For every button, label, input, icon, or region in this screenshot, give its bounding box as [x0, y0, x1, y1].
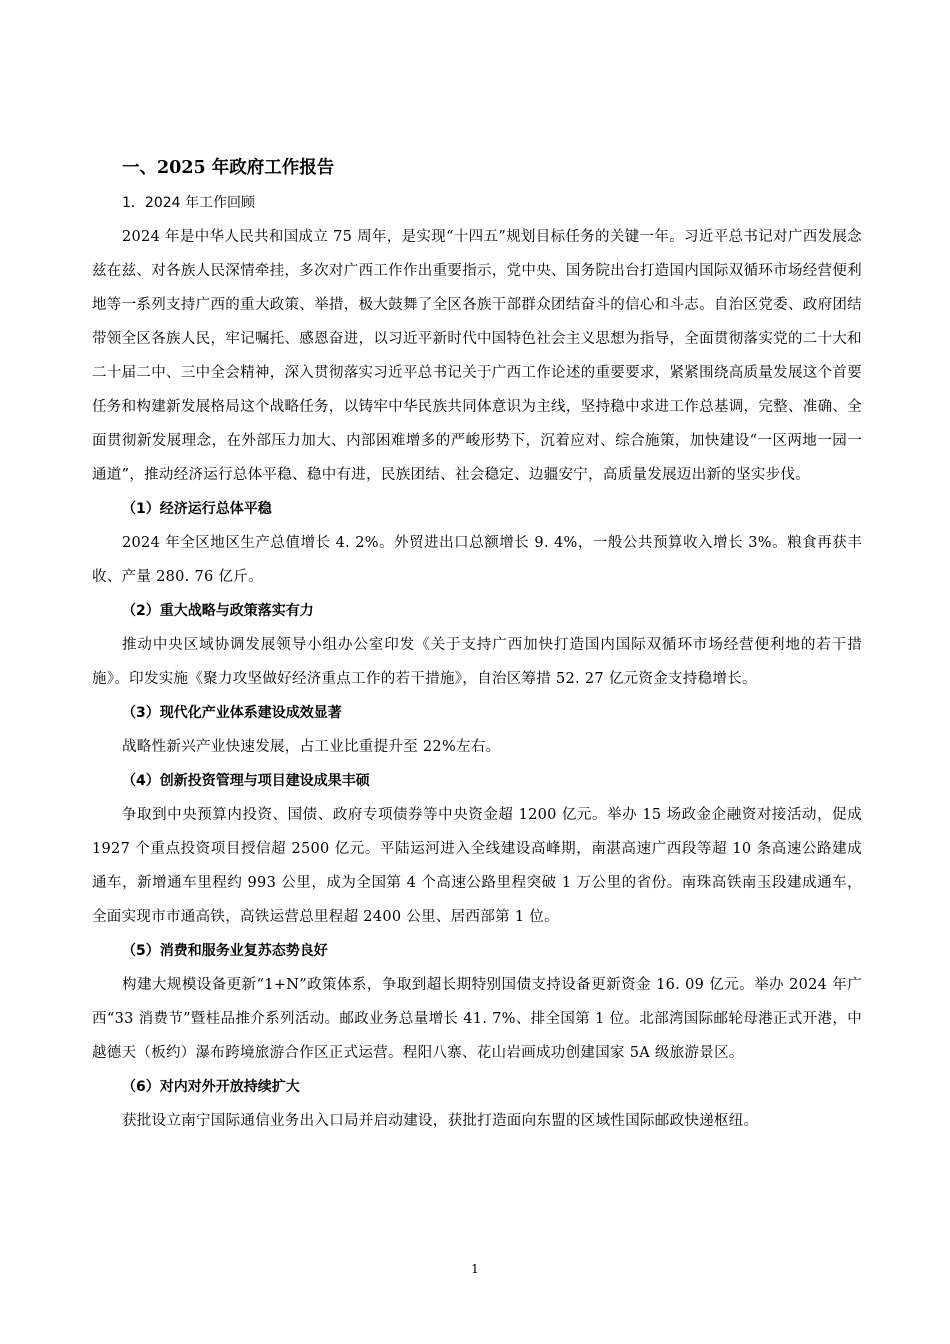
section-heading-investment: （4）创新投资管理与项目建设成果丰硕 — [122, 773, 370, 789]
section-body-consumption: 构建大规模设备更新“1+N”政策体系，争取到超长期特别国债支持设备更新资金 16. 09 亿元。举办 2024 年广西“33 消费节”暨桂品推介系列活动。邮政业务总量增长 41. 7%、排全国第 1 位。北部湾国际邮轮母港正式开港，中越德天（板约）瀑布跨境旅游合作区正式运营。程阳八寨、花山岩画成功创建国家 5A 级旅游景区。 — [92, 977, 862, 1061]
subsection-title: 1．2024 年工作回顾 — [122, 195, 255, 211]
section-body-opening: 获批设立南宁国际通信业务出入口局并启动建设，获批打造面向东盟的区域性国际邮政快递枢纽。 — [122, 1113, 759, 1129]
section-heading-strategy: （2）重大战略与政策落实有力 — [122, 603, 314, 619]
section-heading-industry: （3）现代化产业体系建设成效显著 — [122, 705, 342, 721]
section-title: 一、2025 年政府工作报告 — [122, 158, 335, 178]
section-heading-consumption: （5）消费和服务业复苏态势良好 — [122, 943, 328, 959]
section-heading-economy: （1）经济运行总体平稳 — [122, 501, 272, 517]
section-heading-opening: （6）对内对外开放持续扩大 — [122, 1079, 300, 1095]
intro-paragraph: 2024 年是中华人民共和国成立 75 周年，是实现“十四五”规划目标任务的关键一年。习近平总书记对广西发展念兹在兹、对各族人民深情牵挂，多次对广西工作作出重要指示，党中央、国务院出台打造国内国际双循环市场经营便利地等一系列支持广西的重大政策、举措，极大鼓舞了全区各族干部群众团结奋斗的信心和斗志。自治区党委、政府团结带领全区各族人民，牢记嘱托、感恩奋进，以习近平新时代中国特色社会主义思想为指导，全面贯彻落实党的二十大和二十届二中、三中全会精神，深入贯彻落实习近平总书记关于广西工作论述的重要要求，紧紧围绕高质量发展这个首要任务和构建新发展格局这个战略任务，以铸牢中华民族共同体意识为主线，坚持稳中求进工作总基调，完整、准确、全面贯彻新发展理念，在外部压力加大、内部困难增多的严峻形势下，沉着应对、综合施策，加快建设“一区两地一园一通道”，推动经济运行总体平稳、稳中有进，民族团结、社会稳定、边疆安宁，高质量发展迈出新的坚实步伐。 — [92, 229, 862, 483]
section-body-investment: 争取到中央预算内投资、国债、政府专项债券等中央资金超 1200 亿元。举办 15 场政金企融资对接活动，促成 1927 个重点投资项目授信超 2500 亿元。平陆运河进入全线建设高峰期，南湛高速广西段等超 10 条高速公路建成通车，新增通车里程约 993 公里，成为全国第 4 个高速公路里程突破 1 万公里的省份。南珠高铁南玉段建成通车，全面实现市市通高铁，高铁运营总里程超 2400 公里、居西部第 1 位。 — [92, 807, 862, 925]
section-body-industry: 战略性新兴产业快速发展，占工业比重提升至 22%左右。 — [122, 739, 501, 755]
section-body-economy: 2024 年全区地区生产总值增长 4. 2%。外贸进出口总额增长 9. 4%，一般公共预算收入增长 3%。粮食再获丰收、产量 280. 76 亿斤。 — [92, 535, 862, 585]
document-body — [92, 150, 862, 1138]
page-number: 1 — [471, 1262, 479, 1276]
section-body-strategy: 推动中央区域协调发展领导小组办公室印发《关于支持广西加快打造国内国际双循环市场经营便利地的若干措施》。印发实施《聚力攻坚做好经济重点工作的若干措施》，自治区筹措 52. 27 亿元资金支持稳增长。 — [92, 637, 862, 687]
